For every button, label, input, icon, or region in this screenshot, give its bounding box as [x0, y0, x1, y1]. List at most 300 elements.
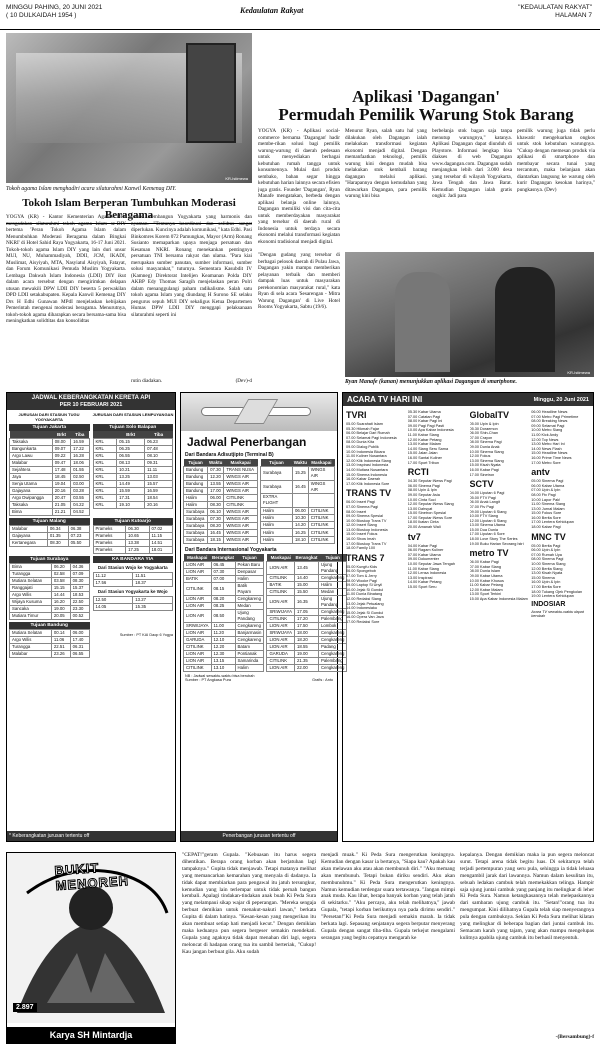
table-cell: WINGS AIR [224, 537, 258, 544]
table-cell: 13.55 [208, 481, 224, 488]
flight-row [184, 576, 264, 583]
table-cell: 07.02 [149, 526, 172, 533]
table-cell: Wijaya Kusuma [10, 599, 52, 606]
train-row [93, 573, 173, 580]
table-cell [293, 494, 309, 508]
train-row [10, 481, 90, 488]
masthead: Kedaulatan Rakyat [240, 6, 304, 15]
train-row [93, 474, 173, 481]
table-cell: Palembang [318, 658, 346, 665]
train-row [93, 446, 173, 453]
tv-footer: Acara TV sewaktu-waktu dapat berubah [531, 609, 584, 619]
table-cell: Argo Wilis [10, 592, 52, 599]
table-cell: 17.40 [70, 637, 89, 644]
table-cell: 06.00 [70, 630, 89, 637]
table-cell: Turangga [10, 644, 52, 651]
table-cell: 04.52 [71, 509, 89, 516]
story1-headline: Tokoh Islam Berperan Tumbuhkan Moderasi Beragama [6, 197, 252, 224]
table-cell: 21.21 [52, 509, 70, 516]
train-row [93, 597, 173, 604]
table-cell: 18.45 [52, 474, 70, 481]
table-cell: 18.20 [294, 637, 318, 644]
table-cell: Prameks [93, 533, 126, 540]
table-cell: CITILINK [308, 522, 334, 529]
table-cell: CITILINK [267, 658, 295, 665]
train-row [93, 547, 173, 554]
table-cell: 00.52 [70, 613, 89, 620]
table-cell: 18.01 [149, 547, 172, 554]
table-cell: WINGS AIR [224, 523, 258, 530]
table-cell: TRANS NUSA [224, 467, 258, 474]
flight-row [184, 610, 264, 623]
table-cell: 08.10 [145, 453, 173, 460]
table-cell: 23.26 [51, 651, 70, 658]
flight-row [267, 562, 347, 575]
flight-row [184, 530, 258, 537]
table-cell: 16.59 [145, 488, 173, 495]
story1-sign: (Dev)-d [235, 378, 252, 384]
table-cell: 10.65 [126, 533, 149, 540]
table-cell: LION AIR [184, 658, 212, 665]
table-cell: 08.13 [117, 460, 145, 467]
train-row [93, 467, 173, 474]
route-label: Tujuan Solo Balapan [93, 424, 174, 431]
table-cell: 19.00 [294, 651, 318, 658]
table-cell: 17.50 [294, 623, 318, 630]
table-cell: 06.00 [293, 507, 309, 514]
table-cell: Lombok [318, 623, 346, 630]
table-cell: 08.20 [208, 523, 224, 530]
table-cell: 15.59 [117, 488, 145, 495]
train-row [10, 495, 90, 502]
table-cell: 14.49 [117, 481, 145, 488]
table-cell: 20.47 [52, 495, 70, 502]
table-cell: KRL [93, 488, 117, 495]
table-cell: 07.30 [208, 516, 224, 523]
flight-row [184, 651, 264, 658]
table-cell: Halim [261, 507, 293, 514]
table-cell: Gajayana [10, 533, 48, 540]
table-cell: Sejahtera [10, 467, 53, 474]
table-cell: CITILINK [308, 514, 334, 521]
table-cell: 17.56 [93, 580, 133, 587]
table-cell: Batam [235, 644, 264, 651]
table-cell: 18.55 [294, 644, 318, 651]
yia-route-1: Dari Stasiun Wojo ke Yogyakarta [97, 565, 168, 570]
table-cell: GARUDA [267, 651, 295, 658]
story1-caption: Tokoh agama Islam menghadiri acara silaturahmi Kanwil Kemenag DIY. [6, 186, 177, 192]
table-cell: LION AIR [267, 623, 295, 630]
table-cell: 06.38 [68, 526, 89, 533]
train-row [10, 613, 90, 620]
table-cell: 08.30 [70, 578, 89, 585]
train-table-malang [9, 525, 90, 547]
table-cell: 22.50 [70, 599, 89, 606]
table-cell: 18.00 [294, 630, 318, 637]
train-row [10, 637, 90, 644]
train-row [10, 533, 90, 540]
flight-footer: Penerbangan jurusan tertentu off [181, 831, 337, 841]
flight-row [267, 609, 347, 616]
table-cell: 11.20 [211, 630, 235, 637]
train-row [93, 540, 173, 547]
page-info [518, 4, 592, 20]
flight-row [184, 603, 264, 610]
story2-column-4: pemilik warung juga tidak perlu khawatir mengeluarkan ongkos untuk stok kebutuhan warungnya. "Cukup dengan memesan produk via aplikasi di smartphone dan membayar secara tunai yang tercantum, maka belanjaan akan diantarkan langsung ke warung oleh kurir Dagangan kesokan harinya," pungkasnya. (Dev) [517, 128, 595, 193]
table-cell [308, 494, 334, 508]
table-cell: Ranggajati [10, 585, 52, 592]
table-cell: 08.00 [52, 439, 70, 446]
flight-subtitle-2: Dari Bandara Internasional Yogyakarta [185, 547, 277, 553]
table-cell: 15.15 [51, 585, 70, 592]
table-cell: Bandung [184, 474, 208, 481]
train-source: Sumber : PT KAI Daop 6 Yogya [119, 633, 173, 637]
table-cell: Gajayana [10, 488, 53, 495]
table-cell: 11.06 [51, 637, 70, 644]
table-cell: Cengkareng [318, 630, 346, 637]
table-cell: CITILINK [308, 529, 334, 536]
table-cell: CITILINK [267, 616, 295, 623]
table-cell: 17.00 [208, 488, 224, 495]
flight-row [267, 665, 347, 672]
table-cell: Bandung [184, 467, 208, 474]
story2-column-2: Menurut Ryan, salah satu hal yang dilakukan oleh Dagangan ialah melakukan transformasi kegiatan ekonomi menjadi digital. Dengan memanfaatkan teknologi, pemilik warung kini dengan mudah bisa melakukan stok kembali barang dagangan melalui aplikasi. "Harapannya dengan kemudahan yang ditawarkan Dagangan, para pemilik warung kini bisa [345, 128, 427, 199]
comic-credit: Karya SH Mintardja [7, 1027, 175, 1043]
table-cell: 06.23 [145, 439, 173, 446]
story1-column-2: untuk membangun Yogyakarta yang harmonis dan nyaman. "Tentunya koordinasi dan solidtas sangat diperlukan. Kuncinya adalah komunikasi," kata Edhi. Pasi Binkomres Korem 072 Pamungkas, Mayor (Arm) Ronang Susianto memaparkan upaya menjaga persatuan dan Kesatuan NKRI. Ronang menekankan pentingnya persatuan TNI bersama rakyat dan ulama. "Para kiai merupakan sumber panutan, sumber informasi, sumber solusi masyarakat," tuturnya. Sementara Kasubdit IV (Kamneg) Direktorat Intelijen Keamanan Polda DIY AKBP Edy Thomas Saragih menjelaskan peran Polri dalam menanggulangi paham radikalisme. Salah satu tokoh agama Islam yang diundang H Surono SE selaku pengurus sepuh MUI DIY sekaligus Ketua Departemen Humas DPW LDII DIY menggapi pelaksanaan silaturahmi seperti ini [131, 214, 252, 318]
table-cell: Surabaya [261, 467, 293, 481]
story1-column-2-end [131, 378, 252, 385]
story2-column-3: berbelanja stok bagan saja tanpa menutup warungnya," katanya. Aplikasi Dagangan dapat diunduh di Playstore. Informasi lengkap bisa diakses di web Dagangan www.dagangan.com. Dagangan sudah menjangkau lebih dari 3.000 desa yang tersebar di wilayah Yogyakarta, Jawa Tengah dan Jawa Barat. Kemudian Dagangan ialah gratis ongkir. Jadi para [432, 128, 512, 199]
table-cell: LION AIR [267, 596, 295, 609]
table-cell: Halim [261, 522, 293, 529]
table-cell: 11.11 [145, 467, 173, 474]
table-cell: 14.44 [51, 592, 70, 599]
flight-row [184, 562, 264, 569]
table-cell: 03.28 [71, 488, 89, 495]
flight-row [184, 516, 258, 523]
station-header-left: JURUSAN DARI STASIUN TUGU YOGYAKARTA [18, 412, 80, 422]
table-cell: 01.55 [71, 467, 89, 474]
table-cell: 11.12 [93, 573, 133, 580]
table-cell: Argo Dwipangga [10, 495, 53, 502]
channel-logo: SCTV [469, 479, 494, 490]
table-cell: KRL [93, 481, 117, 488]
table-cell: 06.30 [126, 526, 149, 533]
flight-table-b: Tujuan Waktu Maskapai Surabaya 15.25 WINGS AIR Surabaya 16.45 WINGS AIR EXTRA FLIGHT Halim 06.00 CITILINK Halim 10.30 CITILINK Halim 14.20 CITILINK Halim 16.25 CITILINK Halim 18.10 CITILINK [260, 459, 335, 544]
story2-column-1: YOGYA (KR) - Aplikasi social-commerce bernama 'Dagangan' hadir membe-rikan solusi bagi pemilik warung-warung di daerah pedesaan untuk menyediakan berbagai kebutuhan rumah tangga untuk konsumennya. Mulai dari produk sembako, bahan segar hingga kebutuhan harian lainnya secara efisien juga gratis. Founder 'Dagangan', Ryan Manafe mengatakan, berbeda dengan aplikasi belanja online lainnya, Dagangan memiliki visi dan cita-cita untuk memberdayakan masyarakat yang tersebar di daerah rural di Indonesia untuk terdaya secara ekonomi melalui transformasi kegiatan ekonomi tradisional menjadi digital. [258, 128, 340, 245]
table-cell: Bandung [184, 481, 208, 488]
table-cell: 18.37 [133, 580, 173, 587]
tv-title: ACARA TV HARI INI [347, 395, 423, 404]
table-cell: Banjarmasin [235, 630, 264, 637]
table-cell: LION AIR [184, 630, 212, 637]
table-cell: 15.57 [145, 481, 173, 488]
table-cell: 07.23 [68, 533, 89, 540]
table-cell: Surabaya [184, 523, 208, 530]
train-row [10, 606, 90, 613]
channel-logo: GlobalTV [469, 410, 510, 420]
channel-logo: TRANS 7 [346, 552, 385, 563]
table-cell: 06.55 [117, 453, 145, 460]
table-cell: LION AIR [184, 562, 212, 569]
date: MINGGU PAHING, 20 JUNI 2021 [6, 4, 103, 11]
train-row [10, 630, 90, 637]
table-cell: LION AIR [267, 665, 295, 672]
tv-listing: 06.00 Insert Pagi 07.00 Sinema Pagi 08.00 Insert 09.00 Sinema Spesial 10.00 Bioskop Trans TV 12.00 Insert Siang 13.00 Bioskop Indonesia 15.00 Insert Fokus 16.00 Show Imah 17.00 Bioskop Trans TV 18.00 Family 100 [346, 500, 388, 551]
table-cell: Mutiara Timur [10, 613, 52, 620]
train-row [93, 439, 173, 446]
train-row [93, 604, 173, 611]
table-cell: 21.05 [52, 502, 70, 509]
table-cell: 13.10 [211, 665, 235, 672]
table-cell: 12.50 [93, 597, 133, 604]
train-row [93, 481, 173, 488]
table-cell: Cengkareng [235, 637, 264, 644]
train-table-surabaya [9, 563, 90, 620]
table-cell: LION AIR [184, 596, 212, 603]
table-cell: Cengkareng [318, 575, 346, 582]
table-cell: 06.00 [208, 495, 224, 502]
table-cell: 13.15 [211, 658, 235, 665]
flight-title: Jadwal Penerbangan [187, 435, 307, 449]
table-cell: Mutiara Selatan [10, 630, 52, 637]
table-cell: KRL [93, 474, 117, 481]
table-cell: Ujung Pandang [318, 562, 346, 575]
table-cell: Senja Utama [10, 481, 53, 488]
table-cell: 13.27 [133, 597, 173, 604]
station-header-right: JURUSAN DARI STASIUN LEMPUYANGAN [92, 412, 174, 417]
train-row [10, 460, 90, 467]
table-cell: Taksaka [10, 439, 53, 446]
table-cell: Prameks [93, 526, 126, 533]
train-row [93, 533, 173, 540]
story2-column-5: "Dengan gudang yang tersebar di berbagai pelosok daerah di Pulau Jawa, Dagangan yakin mampu memberikan pelayanan terbaik dan memberi dampak luas untuk masyarakan perekonomian masyarakat rural," kata Ryan di sela acara 'Sesarengan - Mitra Warung Dagangan' di Live Hotel Rooms Yogyakarta, Sabtu (19/6). [258, 252, 340, 310]
table-cell: 07.09 [70, 571, 89, 578]
table-cell: 17.31 [117, 495, 145, 502]
table-cell: 06.20 [51, 564, 70, 571]
table-cell: 15.50 [294, 589, 318, 596]
table-cell: 09.31 [145, 460, 173, 467]
page-number: HALAMAN 7 [555, 12, 592, 19]
table-cell: Halim [235, 576, 264, 583]
flight-row [184, 523, 258, 530]
train-row [10, 540, 90, 547]
table-cell: CITILINK [184, 665, 212, 672]
train-title: JADWAL KEBERANGKATAN KERETA API [7, 393, 175, 402]
train-table-yia-2 [93, 596, 174, 611]
table-cell: Padang [318, 644, 346, 651]
flight-row [184, 474, 258, 481]
table-cell: Surabaya [184, 509, 208, 516]
table-cell: 08.30 [208, 502, 224, 509]
table-cell: Argo Wilis [10, 637, 52, 644]
table-cell: SRIWIJAYA [184, 623, 212, 630]
table-cell: WINGS AIR [224, 488, 258, 495]
train-row [10, 453, 90, 460]
table-cell: CITILINK [267, 575, 295, 582]
train-schedule [6, 392, 176, 842]
table-cell: Medan [318, 589, 346, 596]
flight-row [184, 481, 258, 488]
flight-row [184, 644, 264, 651]
tv-listing: 05.00 Sinema Pagi 06.00 Kabar Utama 07.00 Upin & Ipin 08.00 Ftv Pagi 10.00 Lapor Pak! 11.00 Sinema Siang 13.00 Jurnal Malam 15.00 Fokus Sore 16.00 Berita Sore 17.00 Lentera Kehidupan 18.00 Kabar Pagi [531, 479, 574, 530]
table-cell: 07.00 [211, 576, 235, 583]
table-cell: WINGS AIR [224, 474, 258, 481]
table-cell: KRL [93, 495, 117, 502]
table-cell: 08.25 [211, 603, 235, 610]
table-cell: 07.48 [145, 446, 173, 453]
channel-logo: antv [531, 467, 550, 478]
table-cell: Bima [10, 564, 52, 571]
table-cell: 16.20 [51, 599, 70, 606]
table-cell: 04.22 [71, 502, 89, 509]
channel-logo: tv7 [407, 531, 421, 542]
table-cell: Sancaka [10, 606, 52, 613]
date-block [6, 4, 102, 20]
flight-row [184, 502, 258, 509]
table-cell: LION AIR [267, 562, 295, 575]
train-row [10, 446, 90, 453]
flight-row [184, 658, 264, 665]
tv-listing: 06.00 Headline News 07.00 Metro Pagi Primetime 08.00 Breaking News 09.00 Selamat Pagi 10.00 Metro Siang 11.00 Kick Andy 12.00 Top News 13.00 Metro Hari Ini 14.00 News Flash 15.00 Headline News 16.00 Prime Time News 17.00 Metro Sore [531, 410, 579, 465]
serial-sign: -(Bersambung)-f [555, 1034, 594, 1040]
flight-row [184, 637, 264, 644]
flight-row [184, 569, 264, 576]
train-row [10, 592, 90, 599]
table-cell: Halim [184, 495, 208, 502]
train-row [10, 488, 90, 495]
train-subtitle: PER 10 FEBRUARI 2021 [7, 402, 175, 410]
table-cell: 02.58 [51, 571, 70, 578]
table-cell: Prameks [93, 547, 126, 554]
table-cell: 12.20 [211, 644, 235, 651]
table-cell: 12.20 [208, 474, 224, 481]
table-cell: 06.55 [70, 651, 89, 658]
table-cell: 11.15 [149, 533, 172, 540]
train-row [93, 502, 173, 509]
table-cell: Cengkareng [235, 623, 264, 630]
flight-art-credit: Grafis : Anto [312, 678, 333, 682]
flight-row [267, 575, 347, 582]
flight-row [184, 623, 264, 630]
flight-row [267, 637, 347, 644]
table-cell: LION AIR [184, 569, 212, 576]
tv-listing: 04.30 Seputar iNews Pagi 06.00 Sinema Pagi 08.00 Upin & Ipin 09.00 Seputar Asia 10.00 Cinta Suci 12.00 Seputar iNews Siang 13.00 Dahsyat 15.00 Sinetron Spesial 17.00 Seputar iNews Sore 18.00 Ikatan Cinta 20.00 Amanah Wali [407, 479, 454, 530]
table-cell: 13.03 [145, 474, 173, 481]
tv-listing: 05.00 Berita Pagi 06.00 Upin & Ipin 07.00 Rumah Uya 08.00 Sinema Pagi 10.00 Sinema Siang 12.00 Berita Siang 13.00 Kisah Nyata 15.00 Sinema 16.00 Upin & Ipin 17.00 Berita Sore 18.00 Tukang Ojek Pengkolan 19.00 Lentera Kehidupan [531, 543, 583, 599]
flight-row [267, 644, 347, 651]
flight-row [267, 616, 347, 623]
table-cell: 18.54 [145, 495, 173, 502]
table-cell: Prameks [93, 540, 126, 547]
serial-column-3: kepalanya. Dengan demikian maka ia pun segera meloncat surut. Tetapi arena tidak begitu luas. Di sekitarnya telah terjadi pertempuran yang seru pula, sehingga ia tidak leluasa mengambil jarak dari lawannya. Namun dalam kesulitan itu, sebuah ledakan cambuk telah memekakkan telinga. Hampir saja ujung juntai cambuk yang panjang itu melingkar di leher Ki Peda Sura. Namun ketangkasannya telah melepaskannya dari sambaran ujung cambuk itu. "Setan!"orang tua itu mengumpat. Kini dilihatnya Gupala telah siap menyerangnya pula dengan cambuknya. Sekian Ki Peda Sura melihat kilatan yang melingkar di beberapa bagian dari juntai cambuk itu. Semacam karah yang tajam, yang akan mampu mengelupas kulitnya apabila ujung cambuk itu berhasil menyentuh. [460, 852, 594, 941]
table-cell: 17.05 [294, 609, 318, 616]
train-row [93, 453, 173, 460]
tv-date: Minggu, 20 Juni 2021 [533, 396, 589, 403]
comic-number: 2.897 [13, 1003, 37, 1012]
table-cell: WINGS AIR [308, 467, 334, 481]
table-cell: 09.47 [52, 460, 70, 467]
story1-column-2-last: rutin diadakan. [131, 378, 163, 384]
flight-row [184, 509, 258, 516]
table-cell: Cengkareng [235, 596, 264, 603]
train-row [93, 580, 173, 587]
table-cell: BATIK [184, 576, 212, 583]
table-cell: 10.30 [293, 514, 309, 521]
tv-schedule [342, 392, 594, 842]
flight-note: NB : Jadwal sewaktu-waktu bisa berubah [185, 674, 255, 678]
table-cell: 03.00 [71, 481, 89, 488]
table-cell: 12.10 [211, 637, 235, 644]
table-cell: CITILINK [224, 495, 258, 502]
photo-credit: KR-Istimewa [567, 370, 590, 375]
train-row [10, 509, 90, 516]
train-table-bandung [9, 629, 90, 658]
table-cell: 16.25 [293, 529, 309, 536]
table-cell: WINGS AIR [224, 516, 258, 523]
table-cell: 06.31 [70, 644, 89, 651]
table-cell: 18.53 [70, 592, 89, 599]
table-cell: Bangunkarta [10, 446, 53, 453]
table-cell: Denpasar [235, 569, 264, 576]
table-cell: LION AIR [267, 644, 295, 651]
flight-row [267, 582, 347, 589]
table-cell: Malabar [10, 526, 48, 533]
photo-credit: KR-Istimewa [225, 176, 248, 181]
table-cell: 18.06 [71, 460, 89, 467]
table-cell: Pontianak [235, 651, 264, 658]
table-cell: BATIK [267, 582, 295, 589]
table-cell: 19.04 [52, 481, 70, 488]
table-cell: 04.36 [70, 564, 89, 571]
flight-row [267, 623, 347, 630]
flight-row [267, 630, 347, 637]
table-cell: KRL [93, 502, 117, 509]
flight-row [267, 658, 347, 665]
table-cell: 09.22 [52, 453, 70, 460]
table-cell: Mutiara Selatan [10, 578, 52, 585]
route-label: Tujuan Surabaya [9, 556, 90, 563]
table-cell: 15.37 [70, 585, 89, 592]
train-row [10, 474, 90, 481]
table-cell: 11.00 [211, 623, 235, 630]
table-cell: 16.28 [71, 453, 89, 460]
table-cell: 12.30 [211, 651, 235, 658]
flight-row [261, 507, 335, 514]
table-cell: 22.51 [51, 644, 70, 651]
table-cell: 02.50 [71, 474, 89, 481]
tv-listing: 04.00 Liputan 6 Pagi 05.00 FTV Pagi 06.00 Anak Langit 07.00 Ftv Pagi 09.00 Liputan 6 Siang 10.00 FTV Siang 12.00 Liputan 6 Siang 13.00 Sinema Utama 15.00 Dua Dunia 17.00 Liputan 6 Sore 18.00 Love Story The Series 19.00 Buku Harian Seorang Istri [469, 491, 524, 546]
flight-row [267, 651, 347, 658]
table-cell: Cengkareng [318, 637, 346, 644]
table-cell: CITILINK [308, 536, 334, 543]
table-cell: Pekan Baru [235, 562, 264, 569]
train-row [93, 488, 173, 495]
table-cell: 08.20 [211, 596, 235, 603]
table-cell: Ujung Pandang [318, 596, 346, 609]
table-cell: 16.45 [208, 530, 224, 537]
flight-row [184, 537, 258, 544]
flight-row [261, 494, 335, 508]
flight-row [261, 480, 335, 494]
channel-logo: TVRI [346, 410, 367, 420]
table-cell: 20.05 [51, 613, 70, 620]
table-cell: 07.30 [211, 569, 235, 576]
train-footer: * Keberangkatan jurusan tertentu off [7, 831, 175, 841]
table-cell: Surabaya [184, 530, 208, 537]
table-cell: Halim [261, 529, 293, 536]
